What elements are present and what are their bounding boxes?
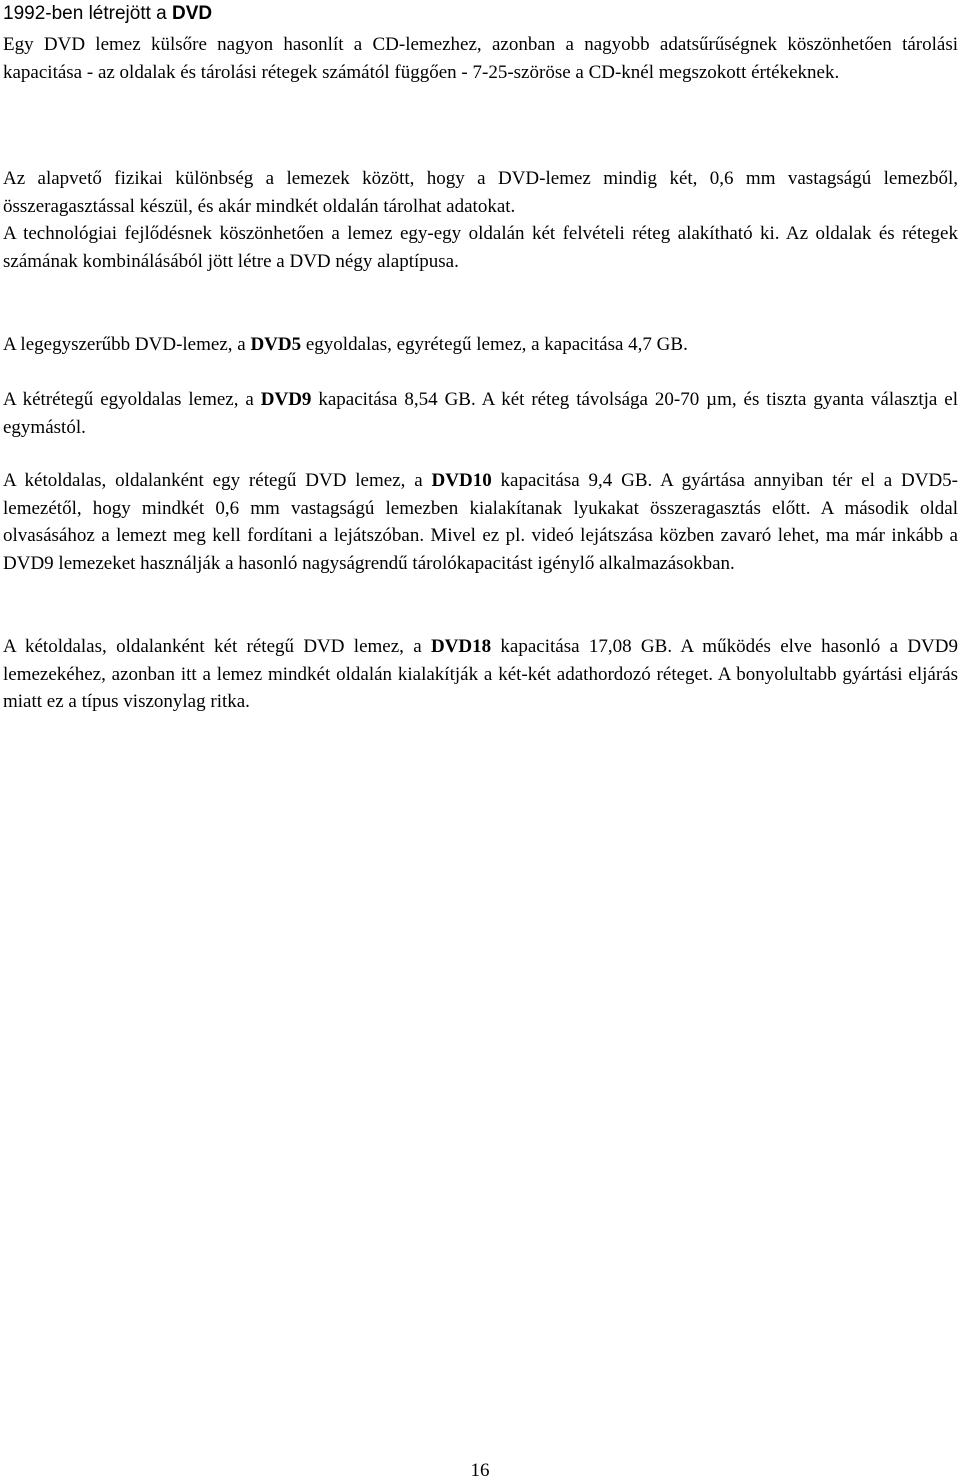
heading-bold-dvd: DVD xyxy=(172,3,213,24)
dvd18-text-before: A kétoldalas, oldalanként két rétegű DVD lemez, a xyxy=(3,636,431,657)
heading-prefix: 1992-ben létrejött a xyxy=(3,3,173,24)
paragraph-technology: A technológiai fejlődésnek köszönhetően a lemez egy-egy oldalán két felvételi réteg alakítható ki. Az oldalak és rétegek számának kombinálásából jött létre a DVD négy alaptípusa. xyxy=(3,223,958,272)
dvd9-label: DVD9 xyxy=(260,389,312,410)
dvd18-text-after: kapacitása 17,08 GB. A működés elve hasonló a DVD9 lemezekéhez, azonban itt a lemez mindkét oldalán kialakítják a két-két adathordozó réteget. A bonyolultabb gyártási eljárás miatt ez a típus viszonylag ritka. xyxy=(3,636,958,713)
paragraph-intro: Egy DVD lemez külsőre nagyon hasonlít a CD-lemezhez, azonban a nagyobb adatsűrűségnek köszönhetően tárolási kapacitása - az oldalak és tárolási rétegek számától függően - 7-25-szöröse a CD-knél megszokott értékeknek. xyxy=(3,34,958,83)
dvd10-text-after: kapacitása 9,4 GB. A gyártása annyiban tér el a DVD5-lemezétől, hogy mindkét 0,6 mm vastagságú lemezben kialakítanak lyukakat összeragasztás előtt. A második oldal olvasásához a lemezt meg kell fordítani a lejátszóban. Mivel ez pl. videó lejátszása közben zavaró lehet, ma már inkább a DVD9 lemezeket használják a hasonló nagyságrendű tárolókapacitást igénylő alkalmazásokban. xyxy=(3,470,958,574)
dvd10-text-before: A kétoldalas, oldalanként egy rétegű DVD lemez, a xyxy=(3,470,432,491)
dvd9-text-before: A kétrétegű egyoldalas lemez, a xyxy=(3,389,261,410)
section-heading xyxy=(3,0,212,28)
paragraph-dvd5 xyxy=(3,331,958,359)
paragraph-dvd9 xyxy=(3,386,958,441)
dvd9-text-after: kapacitása 8,54 GB. A két réteg távolsága 20-70 µm, és tiszta gyanta választja el egymástól. xyxy=(3,389,958,438)
paragraph-dvd18 xyxy=(3,633,958,716)
dvd5-text-after: egyoldalas, egyrétegű lemez, a kapacitása 4,7 GB. xyxy=(301,334,688,355)
dvd18-label: DVD18 xyxy=(430,636,492,657)
paragraph-physical-difference: Az alapvető fizikai különbség a lemezek között, hogy a DVD-lemez mindig két, 0,6 mm vastagságú lemezből, összeragasztással készül, és akár mindkét oldalán tárolhat adatokat. xyxy=(3,168,958,217)
page-number: 16 xyxy=(470,1460,490,1481)
dvd10-label: DVD10 xyxy=(431,470,492,491)
dvd5-label: DVD5 xyxy=(250,334,302,355)
paragraph-dvd10 xyxy=(3,467,958,577)
dvd5-text-before: A legegyszerűbb DVD-lemez, a xyxy=(3,334,251,355)
